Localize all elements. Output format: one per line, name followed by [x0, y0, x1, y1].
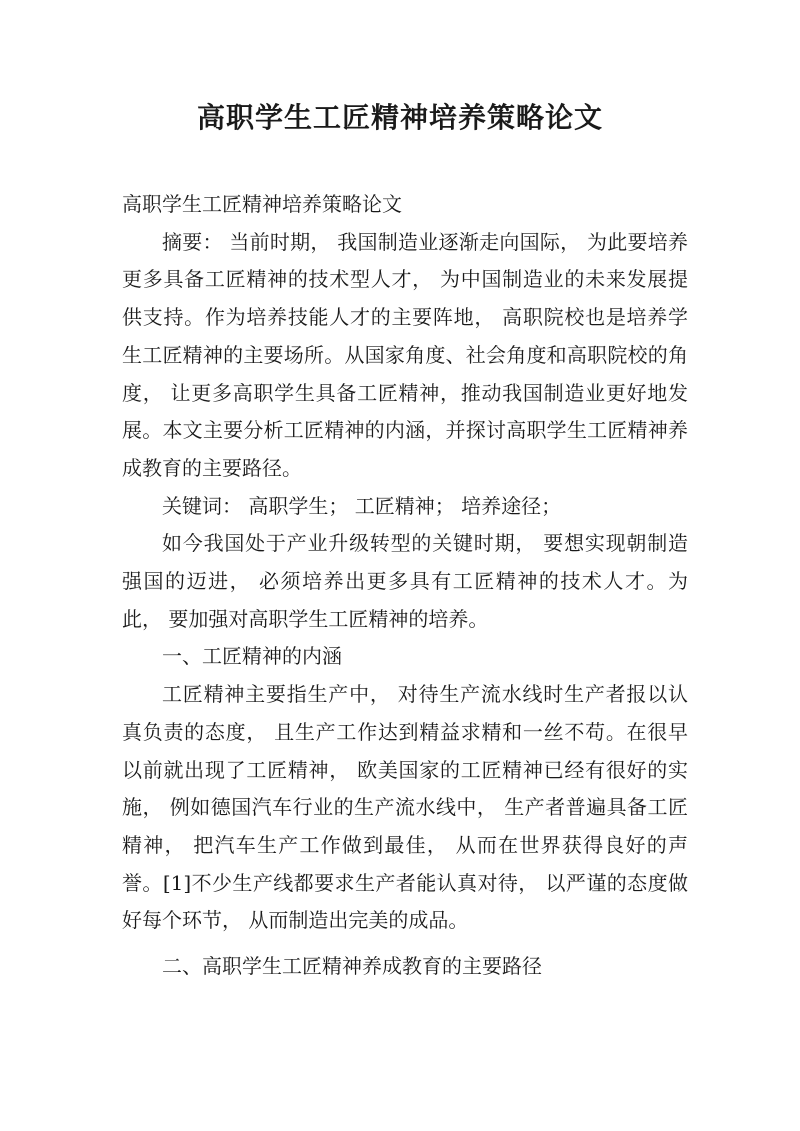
document-title: 高职学生工匠精神培养策略论文	[196, 101, 603, 134]
document-body	[122, 186, 688, 986]
section-heading-2: 二、高职学生工匠精神养成教育的主要路径	[162, 954, 542, 979]
section-1-paragraph: 工匠精神主要指生产中， 对待生产流水线时生产者报以认真负责的态度， 且生产工作达到精益求精和一丝不苟。在很早以前就出现了工匠精神， 欧美国家的工匠精神已经有很好的实施， 例如德国汽车行业的生产流水线中， 生产者普遍具备工匠精神， 把汽车生产工作做到最佳， 从而在世界获得良好的声誉。[1]不少生产线都要求生产者能认真对待， 以严谨的态度做好每个环节， 从而制造出完美的成品。	[122, 682, 688, 933]
section-heading-1: 一、工匠精神的内涵	[162, 644, 342, 669]
keywords-paragraph: 关键词： 高职学生； 工匠精神； 培养途径；	[162, 493, 562, 518]
intro-paragraph: 如今我国处于产业升级转型的关键时期， 要想实现朝制造强国的迈进， 必须培养出更多具有工匠精神的技术人才。为此， 要加强对高职学生工匠精神的培养。	[122, 531, 688, 631]
abstract-paragraph: 摘要： 当前时期， 我国制造业逐渐走向国际， 为此要培养更多具备工匠精神的技术型人才， 为中国制造业的未来发展提供支持。作为培养技能人才的主要阵地， 高职院校也是培养学生工匠精神的主要场所。从国家角度、社会角度和高职院校的角度， 让更多高职学生具备工匠精神，推动我国制造业更好地发展。本文主要分析工匠精神的内涵，并探讨高职学生工匠精神养成教育的主要路径。	[122, 229, 688, 480]
subtitle-paragraph: 高职学生工匠精神培养策略论文	[122, 192, 402, 216]
